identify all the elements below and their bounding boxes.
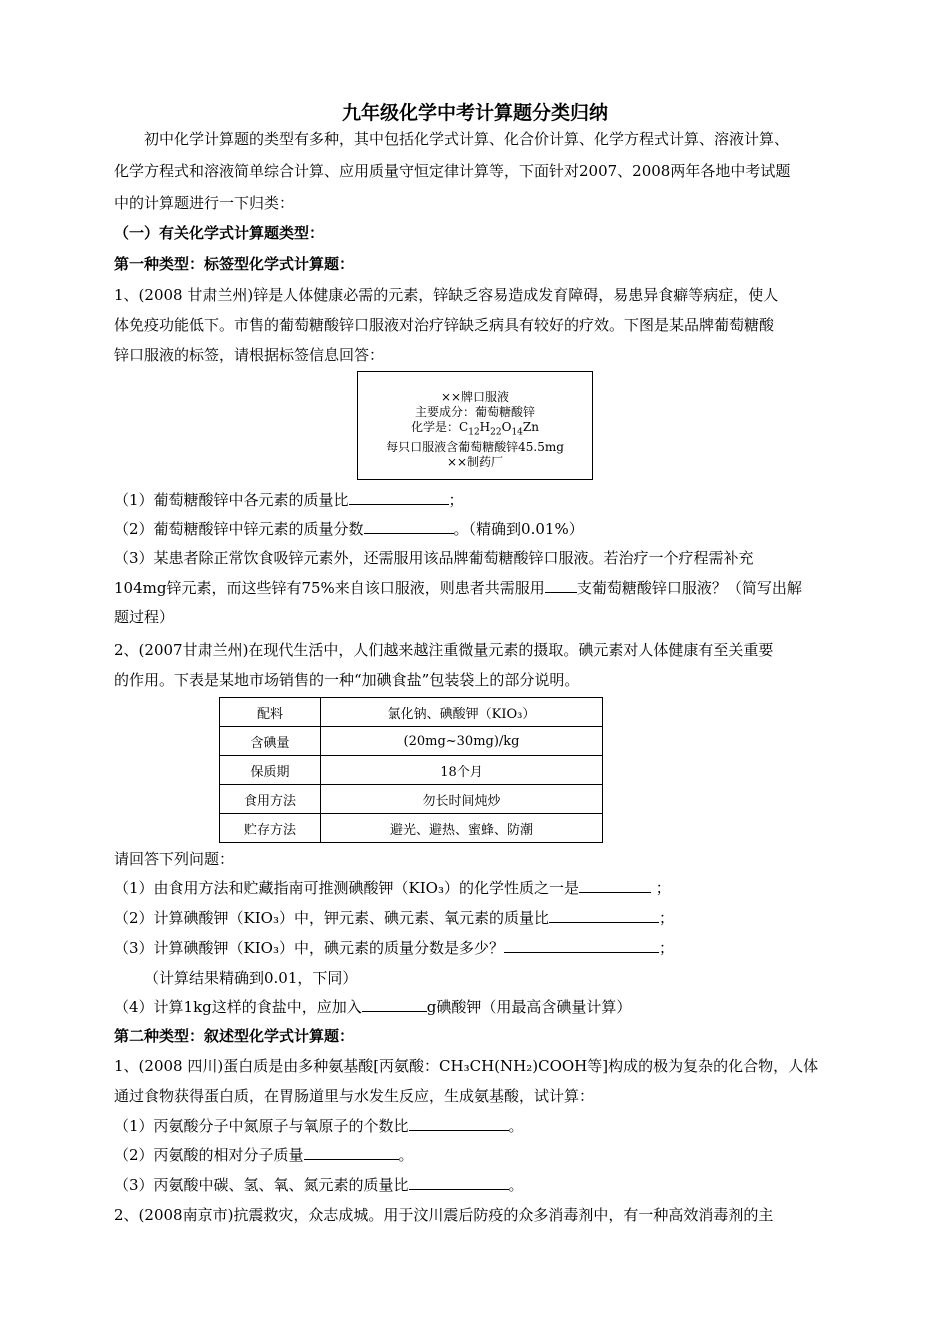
table-key: 保质期	[220, 756, 321, 785]
answer-blank[interactable]	[409, 1114, 509, 1131]
q2-lead: 请回答下列问题：	[114, 850, 235, 868]
table-value: 氯化钠、碘酸钾（KIO₃）	[321, 698, 603, 727]
table-key: 食用方法	[220, 785, 321, 814]
q3-line-1: 1、(2008 四川)蛋白质是由多种氨基酸[丙氨酸：CH₃CH(NH₂)COOH等]构成的极为复杂的化合物，人体	[114, 1057, 819, 1075]
q1-line-2: 体免疫功能低下。市售的葡萄糖酸锌口服液对治疗锌缺乏病具有较好的疗效。下图是某品牌葡萄糖酸	[114, 316, 775, 334]
type1-heading: 第一种类型：标签型化学式计算题：	[114, 255, 355, 273]
table-row	[220, 727, 603, 756]
answer-blank[interactable]	[409, 1173, 509, 1190]
q2-part-1: （1）由食用方法和贮藏指南可推测碘酸钾（KIO₃）的化学性质之一是 ；	[114, 876, 844, 900]
salt-info-table	[219, 697, 603, 843]
label-brand: ××牌口服液	[440, 390, 510, 404]
q2-part-3-note: （计算结果精确到0.01，下同）	[144, 969, 358, 987]
label-formula: 化学是：$C_{12}H_{22}O_{14}Zn$	[411, 420, 539, 438]
q2-part-3: （3）计算碘酸钾（KIO₃）中，碘元素的质量分数是多少？ ；	[114, 936, 844, 960]
section-heading: （一）有关化学式计算题类型：	[114, 224, 325, 242]
answer-blank[interactable]	[549, 906, 659, 923]
intro-line-2: 化学方程式和溶液简单综合计算、应用质量守恒定律计算等，下面针对2007、2008两年各地中考试题	[114, 162, 791, 180]
label-dose: 每只口服液含葡萄糖酸锌45.5mg	[386, 440, 564, 455]
table-row	[220, 814, 603, 843]
intro-line-3: 中的计算题进行一下归类：	[114, 194, 295, 212]
q2-part-4: （4）计算1kg这样的食盐中，应加入 g碘酸钾（用最高含碘量计算）	[114, 995, 844, 1019]
q2-part-2: （2）计算碘酸钾（KIO₃）中，钾元素、碘元素、氧元素的质量比 ；	[114, 906, 844, 930]
q1-part-3a: （3）某患者除正常饮食吸锌元素外，还需服用该品牌葡萄糖酸锌口服液。若治疗一个疗程需补充	[114, 549, 754, 567]
q3-line-2: 通过食物获得蛋白质，在胃肠道里与水发生反应，生成氨基酸，试计算：	[114, 1087, 595, 1105]
answer-blank[interactable]	[504, 936, 659, 953]
table-key: 贮存方法	[220, 814, 321, 843]
answer-blank[interactable]	[362, 995, 427, 1012]
q1-line-3: 锌口服液的标签，请根据标签信息回答：	[114, 346, 385, 364]
type2-heading: 第二种类型：叙述型化学式计算题：	[114, 1027, 355, 1045]
table-value: 勿长时间炖炒	[321, 785, 603, 814]
answer-blank[interactable]	[304, 1143, 399, 1160]
table-row	[220, 785, 603, 814]
q1-line-1: 1、(2008 甘肃兰州)锌是人体健康必需的元素，锌缺乏容易造成发育障碍，易患异食癖等病症，使人	[114, 286, 779, 304]
product-label-box	[357, 371, 593, 480]
q2-line-2: 的作用。下表是某地市场销售的一种“加碘食盐”包装袋上的部分说明。	[114, 671, 580, 689]
label-maker: ××制药厂	[446, 455, 504, 470]
q4-line-1: 2、(2008南京市)抗震救灾，众志成城。用于汶川震后防疫的众多消毒剂中，有一种高效消毒剂的主	[114, 1206, 774, 1224]
q3-part-1: （1）丙氨酸分子中氮原子与氧原子的个数比 。	[114, 1114, 844, 1138]
table-value: 避光、避热、蜜蜂、防潮	[321, 814, 603, 843]
page-title: 九年级化学中考计算题分类归纳	[341, 102, 608, 124]
q2-line-1: 2、(2007甘肃兰州)在现代生活中，人们越来越注重微量元素的摄取。碘元素对人体健康有至关重要	[114, 641, 774, 659]
answer-blank[interactable]	[579, 876, 651, 893]
q1-part-3b: 104mg锌元素，而这些锌有75%来自该口服液，则患者共需服用 支葡萄糖酸锌口服液？（简写出解	[114, 576, 844, 600]
intro-line-1: 初中化学计算题的类型有多种，其中包括化学式计算、化合价计算、化学方程式计算、溶液计算、	[144, 130, 790, 148]
q3-part-2: （2）丙氨酸的相对分子质量 。	[114, 1143, 844, 1167]
table-value: 18个月	[321, 756, 603, 785]
table-key: 含碘量	[220, 727, 321, 756]
q1-part-3c: 题过程）	[114, 608, 175, 626]
table-row	[220, 698, 603, 727]
q1-part-1: （1）葡萄糖酸锌中各元素的质量比 ；	[114, 488, 844, 512]
table-row	[220, 756, 603, 785]
answer-blank[interactable]	[364, 517, 454, 534]
table-value: (20mg~30mg)/kg	[321, 727, 603, 756]
answer-blank[interactable]	[349, 488, 449, 505]
q3-part-3: （3）丙氨酸中碳、氢、氧、氮元素的质量比 。	[114, 1173, 844, 1197]
q1-part-2: （2）葡萄糖酸锌中锌元素的质量分数 。（精确到0.01%）	[114, 517, 844, 541]
label-ingredient: 主要成分：葡萄糖酸锌	[414, 405, 535, 419]
answer-blank[interactable]	[545, 576, 577, 593]
table-key: 配料	[220, 698, 321, 727]
